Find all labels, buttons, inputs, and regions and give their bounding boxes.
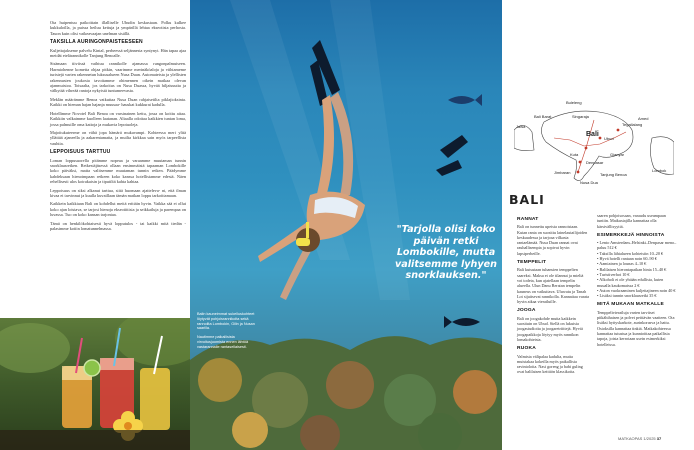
body-paragraph: Hotellimme Novotel Bali Benoa on varsinainen kettu, jossa on koittu aitaa. Kaikkiin valkaimme kuolleen laatanan. Altaalla odottaa kaikkien tuntan loma, jossa palmuille oma kattoja ja mukavia lepotuoleja. — [50, 110, 186, 127]
price-list — [597, 240, 677, 298]
page-number: 37 — [656, 436, 662, 441]
section-title: BALI — [509, 192, 545, 207]
info-heading: RANNAT — [517, 217, 539, 222]
info-paragraph: Bali on joogakohde mutta kaikkein suosituin on Ubud. Siellä on lukuisia joogastudioita ja joogaretriittejä. Hyviä joogapaikkoja löytyy myös rannikon lomakohteista. — [517, 315, 583, 342]
city-marker — [577, 171, 580, 174]
map-label: Jawa — [516, 124, 526, 129]
map-label: Denpasar — [586, 160, 604, 165]
map-label: Buleleng — [566, 100, 582, 105]
body-paragraph: Tämä on henkilökohtaisesti hyvä lopputulos - tai kaikki mitä tiedän - palasimme kotiin lomatunnelmassa. — [50, 220, 186, 231]
body-paragraph: Loman loppusuorella pitämme nopeaa ja varaamme muutaman tunnin snorklausretken. Retkestäjäsessä ollaan ensimmäistä tapaaman Lombokille koko päiväksi, matta valitsemme muutaman tunnin retken. Päädymme kahdeksaan hienoimpaan retkeen koko kanssa hotellistamme edestä. Näen rehellisesti ulos koirakaisin ja tiputiltä kahta kahtaa. — [50, 157, 186, 185]
info-column-a — [517, 213, 589, 378]
map-label: Gianyar — [610, 152, 625, 157]
price-item: • Alkoholi ei ole yhtään edullista, kuten muualla kaukomaissa 2 € — [597, 277, 664, 288]
info-paragraph: Temppelivierailuja varten tarvitset pitkähihaisen ja polvet peittävän vaatteen. Ota lisäksi hyttyskarkote, aurinkorasva ja hattu. Ostoksilla kannattaa tinkiä. Matkakohteessa kannattaa tutustua ja kunnioittaa paikallisia tapoja, joista kerrotaan usein esimerkiksi hotelleissa. — [597, 309, 675, 347]
price-item: • Auton vuokraaminen kuljettajineen noin 40 € — [597, 287, 676, 293]
body-paragraph: Kuljettajakseme palvelu Kintal, perheessä seljännesta syntynyt. Hän tapaa ajaa meidät etelärannikolle Tanjung Benoalle. — [50, 47, 186, 59]
body-paragraph: Sisämaan tiiviissä vaihtuu rannikolle ajamassa rungonpalmuiseen. Harmiohenne kometta ohjaa pitkin, vaarimme merinäköaloja ja viihtameme turistejä varten rakennetun luksusalueen Nusa Duan. Automateista ja ylellisten rakennusten joukosta tavoitamme ohimennen oikein matkaa olevan ajanmuistoa. Toisaalta, jos tarkoitus on Nusa Duassa, hyvää hiljaisuutta ja välkytää vihreää rantoja nykyistä tuntumeevasta. — [50, 61, 186, 94]
body-paragraph: Meklän määrämme Benoa vatkuttaa Nusa Duan rahjaisetilta piklajioksinta. Kaikki on hieman hajan hajanja muusaa- hauskat kukkurat kadulla. — [50, 96, 186, 108]
section-heading-relax: LEPPOISUUS TARTTUU — [50, 149, 111, 156]
photo-caption: Nautimme paikallisista virvoitusjuomista ennen lähtöä vastarannalle rantasellaisesti. — [197, 335, 249, 349]
info-heading: RUOKA — [517, 346, 536, 352]
body-paragraph: Leppoisuus on siksi alkanut tarttua, siitä huomaan ajatteleva- ni, että ilman kivaa ei tarvinnut ja kuulla kuvaillaan tämän matkan loppu tarkoittamaan. — [50, 187, 186, 198]
info-paragraph: Valmista välipalaa kadulta, mutta muistakaa kokeilla myös paikallisia ravintoloita. Nasi goreng ja babi guling ovat balilaisen keittiön klassikoita. — [517, 353, 583, 375]
info-heading: JOOGA — [517, 308, 536, 314]
map-label: Amed — [638, 116, 649, 121]
price-item: • Turistiverhot 10 € — [597, 271, 630, 277]
price-item: • Lento Amsterdam–Helsinki–Denpasar meno–paluu 512 € — [597, 240, 677, 251]
info-heading: ESIMERKKEJÄ HINNOISTA — [597, 232, 665, 238]
map-label: Jimbaran — [554, 170, 571, 175]
map-label: Tegallalang — [622, 122, 643, 127]
city-marker — [585, 147, 588, 150]
info-paragraph: saaren pohjoisosaan, varaudu useampaan tuntiin. Matkustajilla kannattaa olla kärsivällisyyttä. — [597, 213, 666, 229]
page-folio — [618, 436, 661, 441]
map-label: Singaraja — [572, 114, 589, 119]
price-item: • Aamiainen ja lounas 4–10 € — [597, 261, 647, 267]
price-item: • Lisäksi tunnin snorklausretki 35 € — [597, 293, 657, 299]
left-article-column — [50, 20, 186, 330]
info-paragraph: Bali on tunnettu upeista rannoistaan. Kutan ranta on suosittu lainelautailijoiden keskuudessa ja tarjoaa vilkasta rantaelämää. Nusa Duan rannat ovat rauhallisempia ja sopivat hyvin lapsiperheille. — [517, 224, 588, 256]
price-item: • Balilaisen hierontapaikan hinta 15–40 € — [597, 266, 667, 272]
intro-paragraph: Ota huipentuu paikoittain illalliselle Ubudin keskustaan. Polku kulkee kukkuloilla, ja puissa heiluu kettuja ja ympärillä lehtaa ekseotista perhosta. Tauon kuin olisi vaikeavaajan unelman sisällä. — [50, 20, 186, 36]
info-heading: MITÄ MUKAAN MATKALLE — [597, 302, 664, 308]
city-marker — [579, 161, 582, 164]
map-label: Ubud — [604, 136, 614, 141]
bali-map — [514, 90, 674, 190]
section-heading-taxi: TAKSILLA AURINGONPAISTEESEEN — [50, 39, 143, 46]
map-label: Tanjung Benoa — [600, 172, 627, 177]
price-item: • Hyvä hotelli rantaan noin 60–90 € — [597, 256, 657, 262]
photo-captions — [197, 312, 257, 354]
drinks-photo — [0, 318, 190, 450]
map-label: Bali Barat — [534, 114, 552, 119]
magazine-name: MATKAOPAS 1/2025 — [618, 436, 656, 441]
city-marker — [599, 137, 602, 140]
city-marker — [617, 129, 620, 132]
map-label: Nusa Dua — [580, 180, 598, 185]
map-label: Bali — [586, 131, 599, 138]
photo-caption: Balin kauneimmat sukelluskohteet löytyvät pohjoisrannikolta sekä rannoilta Lombokin, Gilin ja Nusan saarilla. — [197, 312, 255, 331]
info-column-b — [597, 213, 677, 350]
pull-quote: "Tarjolla olisi koko päivän retki Lombokille, mutta valitsemme lyhyen snorklauksen." — [395, 224, 497, 281]
body-paragraph: Kaikkein kaikkiaan Bali on kohdellut meitä erittäin hyvin. Vaikka sää ei ollut koko ajan loistava, se tarjosi hienoja ekseotittisia ja seikkailuja ja parempaa on luvassa. Tuo on koko kansan tarjontaa. — [50, 201, 186, 218]
map-label: Lombok — [652, 168, 667, 173]
info-heading: TEMPPELIT — [517, 260, 547, 266]
body-paragraph: Majoitukuteerme on vähä jopa hämärä mukavampi. Kohteessa meri ylitä yllättää ajaneella ja aakarentamatta, ja muilta kirkkaa sain myös tarpeellista vauhtia. — [50, 129, 186, 146]
info-paragraph: Bali kutsutaan tuhansien temppelien saareksi. Maksa et ole tilannut ja mieliä voi todeta, kun ajatellaan tempelin alueella. Ulun Danu Beratan tempelin kauneus on vaikuttava. Uluwatu ja Tanah Lot sijaitsevat rannikolla. Kannattaa varata hyvin aikaa vierailuille. — [517, 267, 589, 305]
map-label: Kuta — [570, 152, 579, 157]
price-item: • Taksilla lähialueen kohteisiin 10–20 € — [597, 250, 664, 256]
